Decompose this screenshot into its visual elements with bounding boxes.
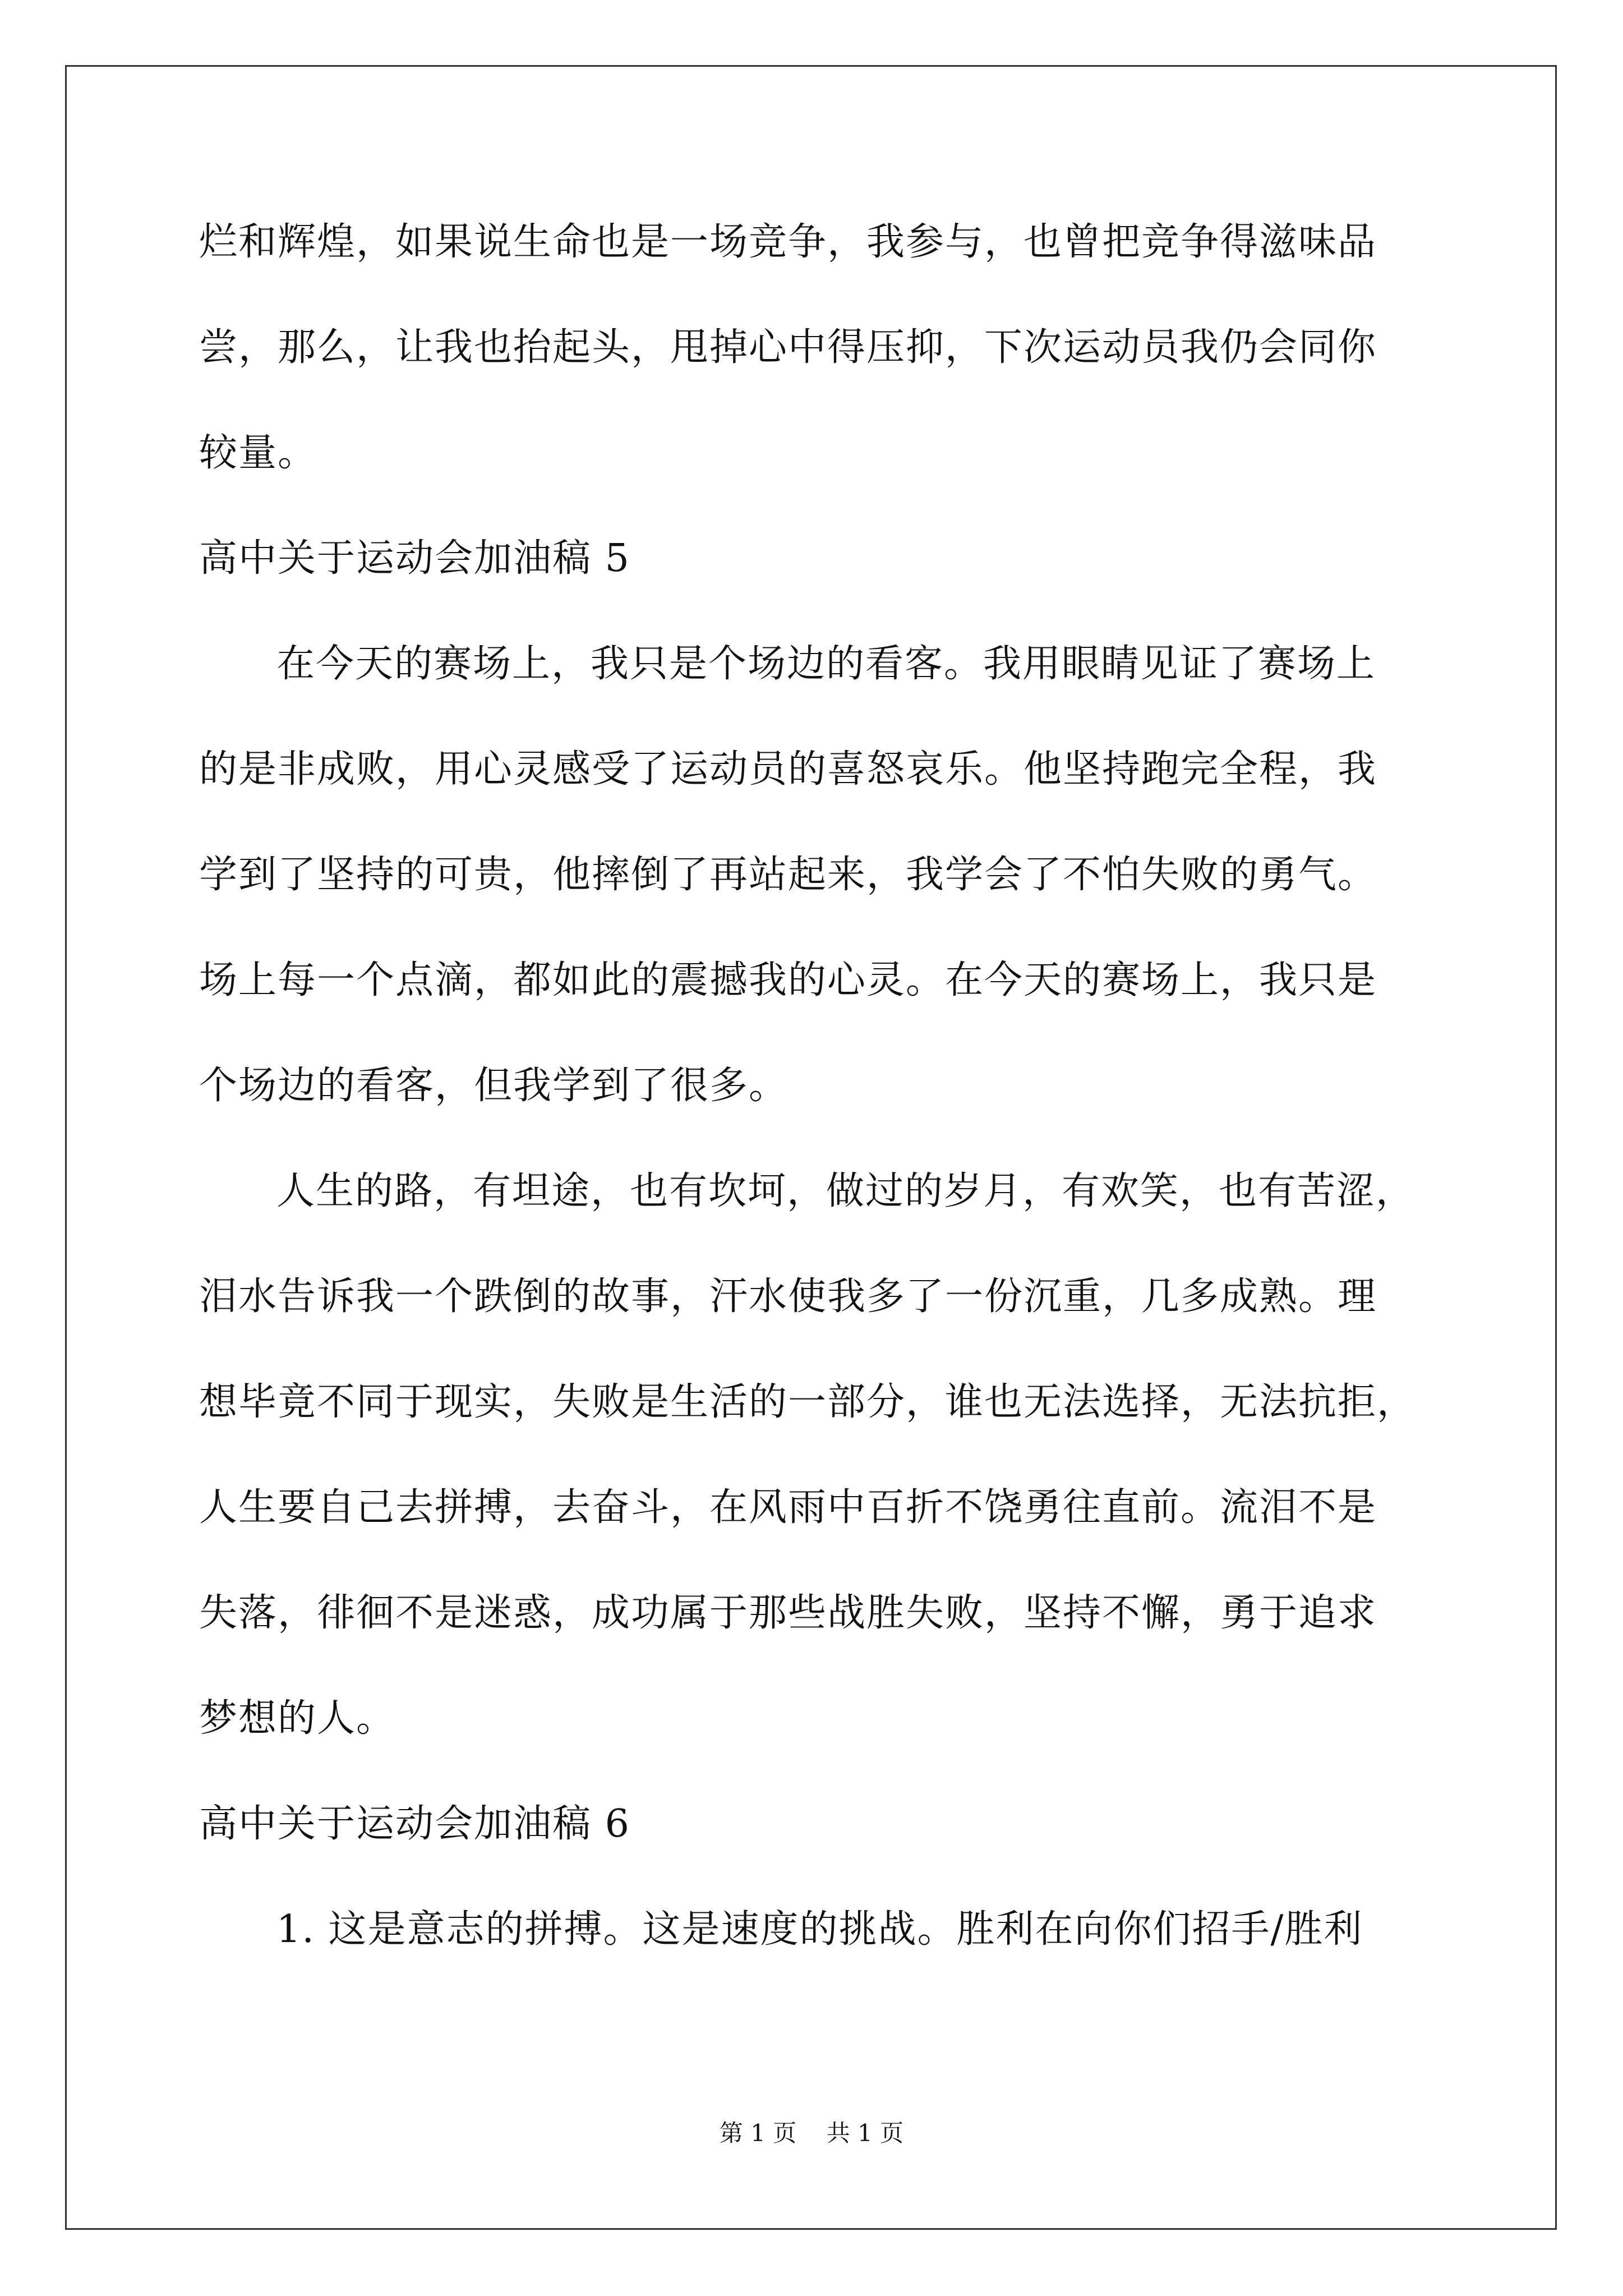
section-heading-6: 高中关于运动会加油稿 6 [199,1802,630,1846]
body-line-8: 场上每一个点滴，都如此的震撼我的心灵。在今天的赛场上，我只是 [199,958,1377,1002]
body-line-7: 学到了坚持的可贵，他摔倒了再站起来，我学会了不怕失败的勇气。 [199,853,1377,897]
body-line-13: 人生要自己去拼搏，去奋斗，在风雨中百折不饶勇往直前。流泪不是 [199,1485,1377,1530]
body-line-11: 泪水告诉我一个跌倒的故事，汗水使我多了一份沉重，几多成熟。理 [199,1274,1377,1319]
page-border [65,65,1557,2230]
body-line-15: 梦想的人。 [199,1696,396,1741]
body-line-2: 尝，那么，让我也抬起头，甩掉心中得压抑，下次运动员我仍会同你 [199,325,1377,370]
page-footer: 第 1 页 共 1 页 [719,2119,904,2147]
list-item-1: 1. 这是意志的拼搏。这是速度的挑战。胜利在向你们招手/胜利 [276,1907,1363,1952]
body-line-14: 失落，徘徊不是迷惑，成功属于那些战胜失败，坚持不懈，勇于追求 [199,1591,1377,1635]
body-line-3: 较量。 [199,431,317,475]
body-line-6: 的是非成败，用心灵感受了运动员的喜怒哀乐。他坚持跑完全程，我 [199,747,1377,792]
body-line-12: 想毕竟不同于现实，失败是生活的一部分，谁也无法选择，无法抗拒， [199,1380,1417,1424]
body-line-9: 个场边的看客，但我学到了很多。 [199,1064,789,1108]
body-line-1: 烂和辉煌，如果说生命也是一场竞争，我参与，也曾把竞争得滋味品 [199,220,1377,264]
section-heading-5: 高中关于运动会加油稿 5 [199,536,630,581]
body-line-5: 在今天的赛场上，我只是个场边的看客。我用眼睛见证了赛场上 [276,642,1376,686]
body-line-10: 人生的路，有坦途，也有坎坷，做过的岁月，有欢笑，也有苦涩， [276,1169,1415,1213]
